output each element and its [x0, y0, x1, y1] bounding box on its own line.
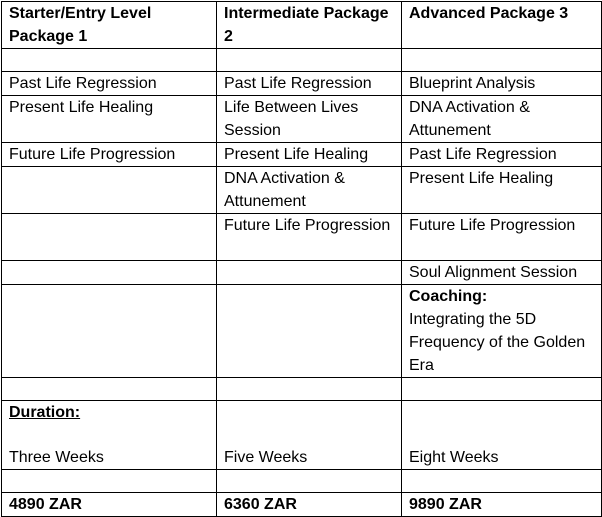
table-cell: Future Life Progression	[217, 214, 402, 261]
table-row-price	[2, 493, 602, 517]
table-row-coaching	[2, 285, 602, 378]
table-cell: Future Life Progression	[402, 214, 602, 261]
table-cell: Past Life Regression	[2, 72, 217, 96]
header-package-3: Advanced Package 3	[402, 2, 602, 49]
table-cell: Life Between Lives Session	[217, 96, 402, 143]
duration-cell-2	[217, 401, 402, 470]
price-package-2: 6360 ZAR	[217, 493, 402, 517]
duration-value-1: Three Weeks	[9, 449, 104, 466]
price-package-3: 9890 ZAR	[402, 493, 602, 517]
table-cell: DNA Activation & Attunement	[217, 167, 402, 214]
table-row-blank	[2, 378, 602, 401]
coaching-label: Coaching:	[409, 288, 488, 305]
table-cell: Soul Alignment Session	[402, 261, 602, 285]
table-row	[2, 72, 602, 96]
table-cell	[217, 261, 402, 285]
duration-value-2: Five Weeks	[224, 449, 308, 466]
table-row	[2, 261, 602, 285]
table-row-blank	[2, 49, 602, 72]
header-package-1: Starter/Entry Level Package 1	[2, 2, 217, 49]
duration-label: Duration:	[9, 404, 81, 421]
table-row	[2, 167, 602, 214]
table-cell: Present Life Healing	[217, 143, 402, 167]
coaching-cell	[402, 285, 602, 378]
package-table	[1, 1, 602, 517]
table-cell: Present Life Healing	[402, 167, 602, 214]
table-cell: Future Life Progression	[2, 143, 217, 167]
table-header-row	[2, 2, 602, 49]
price-package-1: 4890 ZAR	[2, 493, 217, 517]
table-cell: Present Life Healing	[2, 96, 217, 143]
table-cell	[2, 261, 217, 285]
table-row-duration	[2, 401, 602, 470]
table-cell: Past Life Regression	[217, 72, 402, 96]
header-package-2: Intermediate Package 2	[217, 2, 402, 49]
duration-value-3: Eight Weeks	[409, 449, 499, 466]
duration-cell-1	[2, 401, 217, 470]
coaching-text: Integrating the 5D Frequency of the Golden Era	[409, 311, 586, 374]
table-row	[2, 214, 602, 261]
table-cell	[2, 167, 217, 214]
table-row-blank	[2, 470, 602, 493]
table-cell: DNA Activation & Attunement	[402, 96, 602, 143]
table-cell	[2, 214, 217, 261]
table-row	[2, 96, 602, 143]
table-cell: Blueprint Analysis	[402, 72, 602, 96]
table-cell: Past Life Regression	[402, 143, 602, 167]
table-row	[2, 143, 602, 167]
duration-cell-3	[402, 401, 602, 470]
